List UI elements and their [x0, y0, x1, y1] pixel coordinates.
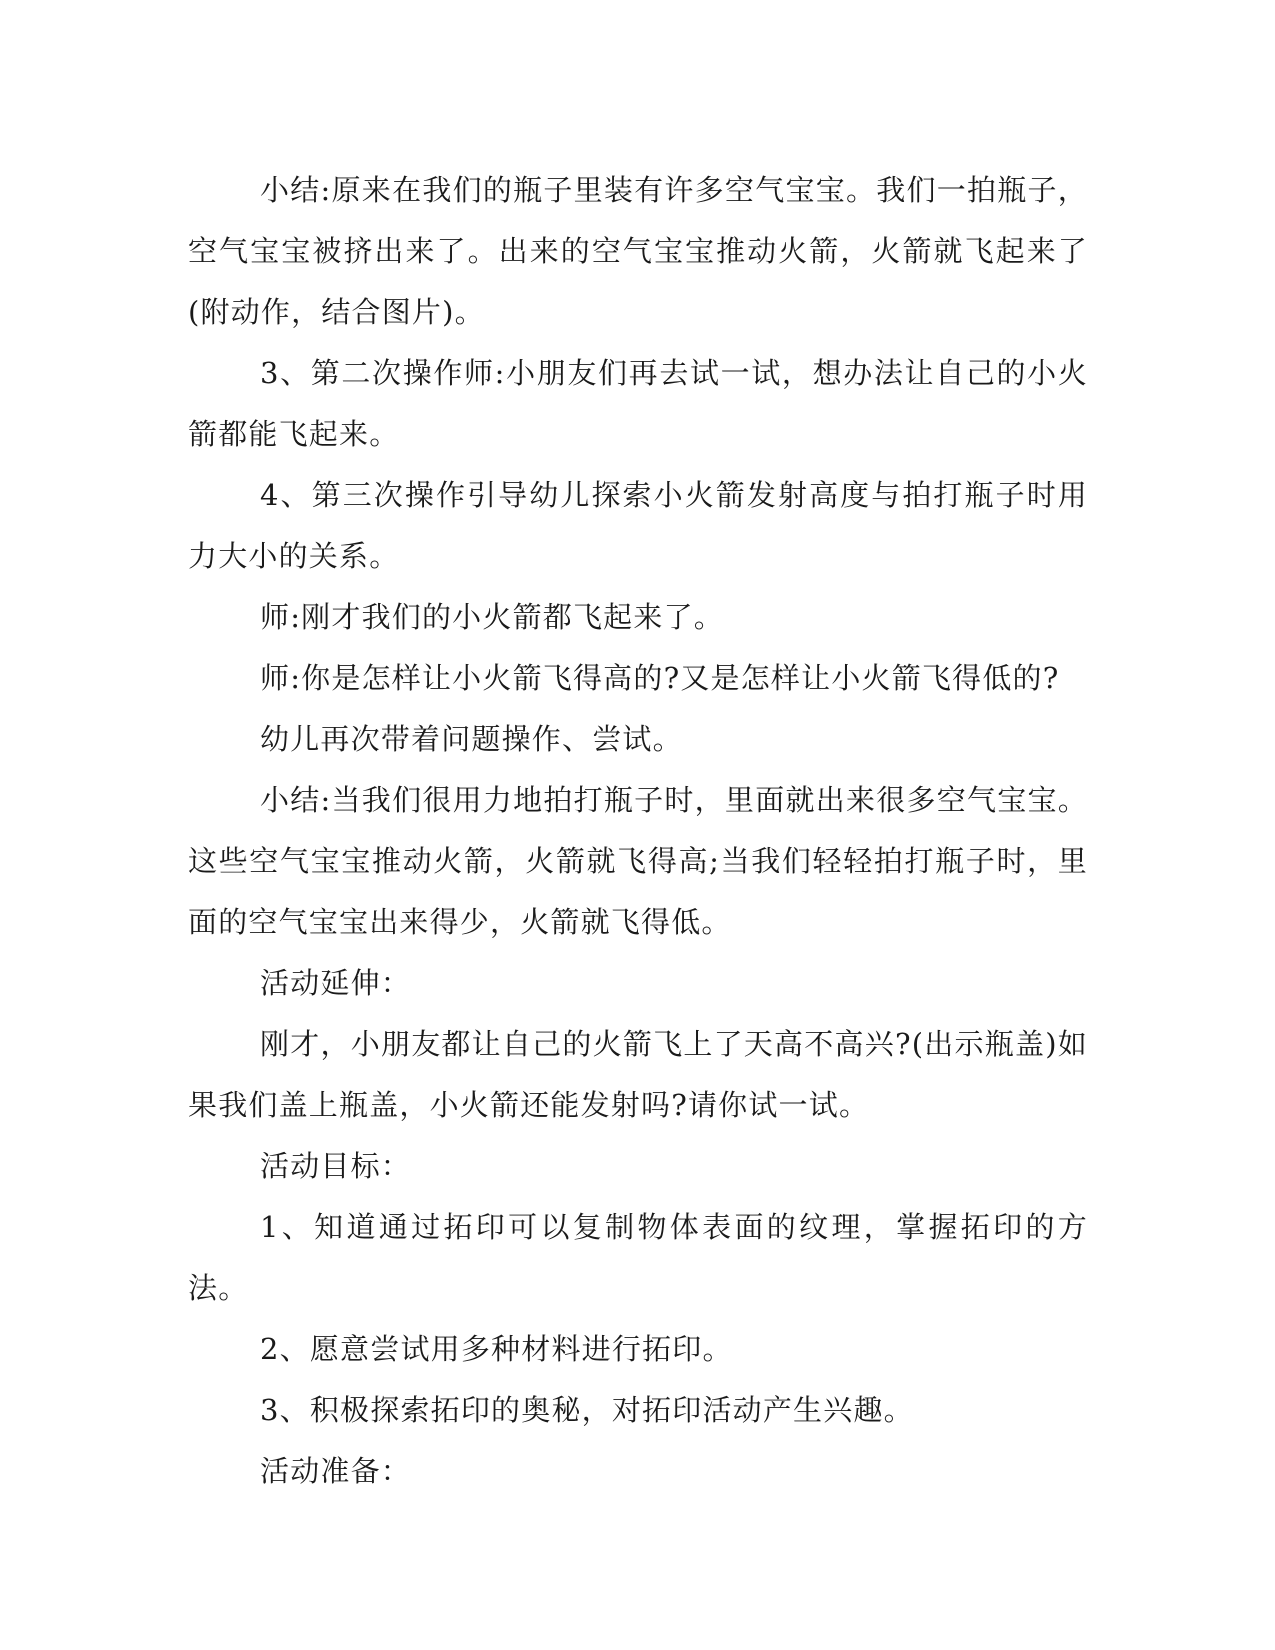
- paragraph-children-retry: 幼儿再次带着问题操作、尝试。: [260, 722, 683, 756]
- paragraph-teacher-question: 师:你是怎样让小火箭飞得高的?又是怎样让小火箭飞得低的?: [260, 661, 1060, 695]
- paragraph-extension-question: 刚才，小朋友都让自己的火箭飞上了天高不高兴?(出示瓶盖)如果我们盖上瓶盖，小火箭还能发射吗?请你试一试。: [188, 1027, 1088, 1122]
- paragraph-teacher-remark: 师:刚才我们的小火箭都飞起来了。: [260, 600, 724, 634]
- goal-item-1: 1、知道通过拓印可以复制物体表面的纹理，掌握拓印的方法。: [188, 1210, 1088, 1305]
- goal-item-2: 2、愿意尝试用多种材料进行拓印。: [260, 1332, 733, 1366]
- paragraph-summary-air: 小结:原来在我们的瓶子里装有许多空气宝宝。我们一拍瓶子，空气宝宝被挤出来了。出来的空气宝宝推动火箭，火箭就飞起来了(附动作，结合图片)。: [188, 173, 1088, 329]
- heading-activity-goals: 活动目标：: [260, 1149, 412, 1183]
- heading-activity-extension: 活动延伸：: [260, 966, 412, 1000]
- goal-item-3: 3、积极探索拓印的奥秘，对拓印活动产生兴趣。: [260, 1393, 914, 1427]
- heading-activity-preparation: 活动准备：: [260, 1454, 412, 1488]
- paragraph-third-operation: 4、第三次操作引导幼儿探索小火箭发射高度与拍打瓶子时用力大小的关系。: [188, 478, 1088, 573]
- paragraph-summary-force: 小结:当我们很用力地拍打瓶子时，里面就出来很多空气宝宝。这些空气宝宝推动火箭，火箭就飞得高;当我们轻轻拍打瓶子时，里面的空气宝宝出来得少，火箭就飞得低。: [188, 783, 1088, 939]
- document-body: [188, 160, 1088, 1502]
- paragraph-second-operation: 3、第二次操作师:小朋友们再去试一试，想办法让自己的小火箭都能飞起来。: [188, 356, 1088, 451]
